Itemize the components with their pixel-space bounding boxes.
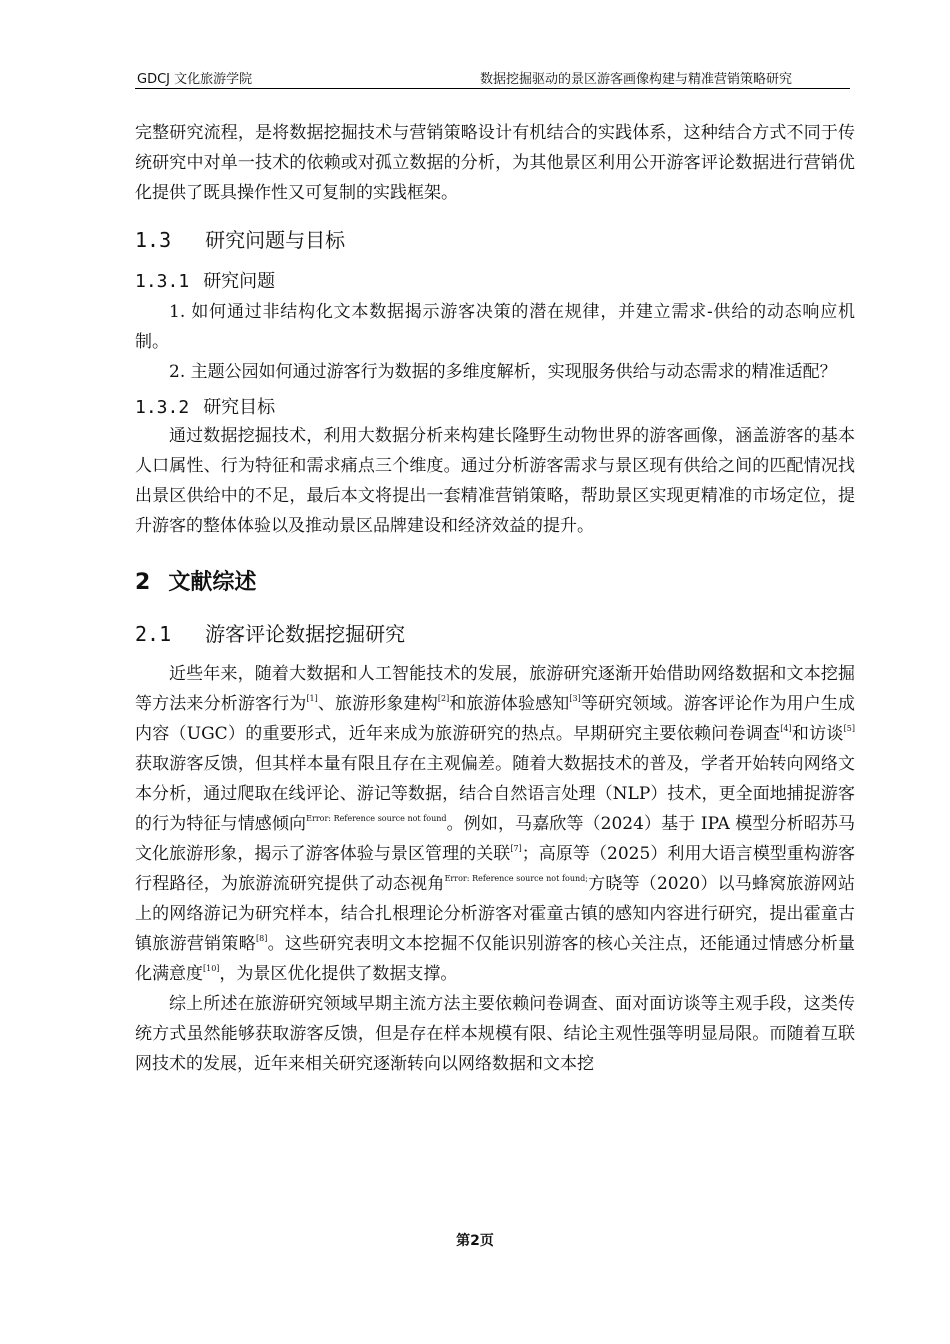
section-number: 1.3.2: [135, 397, 190, 418]
section-title: 研究目标: [203, 397, 276, 418]
citation-2: [2]: [437, 694, 450, 703]
section-1-3-heading: [135, 224, 855, 253]
paragraph-intro: 完整研究流程，是将数据挖掘技术与营销策略设计有机结合的实践体系，这种结合方式不同于传统研究中对单一技术的依赖或对孤立数据的分析，为其他景区利用公开游客评论数据进行营销优化提供了既具操作性又可复制的实践框架。: [135, 123, 855, 203]
section-2-1-heading: [135, 618, 855, 647]
chapter-number: 2: [135, 570, 151, 595]
section-1-3-2-heading: [135, 393, 855, 419]
chapter-2-heading: [135, 565, 855, 596]
text-run: 和旅游体验感知: [449, 694, 570, 714]
text-run: 。这些研究表明文本挖掘不仅能识别游客的核心关注点，还能通过情感分析量化满意度: [135, 934, 856, 984]
section-number: 1.3: [135, 228, 172, 252]
text-run: 近些年来，随着大数据和人工智能技术的发展，旅游研究逐渐开始借助网络数据和文本挖掘等方法来分析游客行为: [135, 664, 855, 714]
research-question-2: 2. 主题公园如何通过游客行为数据的多维度解析，实现服务供给与动态需求的精准适配？: [169, 362, 837, 382]
text-run: 获取游客反馈，但其样本量有限且存在主观偏差。随着大数据技术的普及，学者开始转向网络文本分析，通过爬取在线评论、游记等数据，结合自然语言处理（NLP）技术，更全面地捕捉游客的行为特征与情感倾向: [135, 754, 855, 834]
research-question-1: 1. 如何通过非结构化文本数据揭示游客决策的潜在规律，并建立需求-供给的动态响应机制。: [135, 302, 855, 352]
section-title: 研究问题: [203, 271, 276, 292]
text-run: 方晓等（2020）以马蜂窝旅游网站上的网络游记为研究样本，结合扎根理论分析游客对霍童古镇的感知内容进行研究，提出霍童古镇旅游营销策略: [135, 874, 855, 954]
citation-8: [8]: [256, 934, 268, 943]
section-number: 2.1: [135, 622, 172, 646]
text-run: 。例如，马嘉欣等（2024）基于 IPA 模型分析昭苏马文化旅游形象，揭示了游客体验与景区管理的关联: [135, 814, 856, 864]
page-header: [135, 64, 850, 89]
header-school: GDCJ 文化旅游学院: [137, 72, 253, 87]
text-run: 、旅游形象建构: [317, 694, 438, 714]
section-title: 游客评论数据挖掘研究: [205, 622, 406, 646]
text-run: 和访谈: [791, 724, 844, 744]
section-title: 研究问题与目标: [205, 228, 346, 252]
page-content: [135, 118, 855, 1079]
text-run: ，为景区优化提供了数据支撑。: [219, 964, 458, 984]
research-goal-paragraph: 通过数据挖掘技术，利用大数据分析来构建长隆野生动物世界的游客画像，涵盖游客的基本人口属性、行为特征和需求痛点三个维度。通过分析游客需求与景区现有供给之间的匹配情况找出景区供给中的不足，最后本文将提出一套精准营销策略，帮助景区实现更精准的市场定位，提升游客的整体体验以及推动景区品牌建设和经济效益的提升。: [135, 426, 855, 536]
citation-5: [5]: [843, 724, 855, 733]
citation-4: [4]: [780, 724, 792, 733]
text-run: ；高原等（2025）利用大语言模型重构游客行程路径，为旅游流研究提供了动态视角: [135, 844, 856, 894]
header-thesis-title: 数据挖掘驱动的景区游客画像构建与精准营销策略研究: [479, 72, 792, 87]
literature-paragraph: [135, 659, 855, 989]
reference-error-2: Error: Reference source not found;: [444, 874, 588, 883]
citation-10: [10]: [203, 964, 220, 973]
chapter-title: 文献综述: [168, 570, 257, 595]
citation-3: [3]: [569, 694, 581, 703]
reference-error-1: Error: Reference source not found: [306, 814, 447, 823]
page-number: 第2页: [456, 1233, 494, 1249]
section-number: 1.3.1: [135, 271, 190, 292]
citation-7: [7]: [510, 844, 522, 853]
text-run: 等研究领域。游客评论作为用户生成内容（UGC）的重要形式，近年来成为旅游研究的热点。早期研究主要依赖问卷调查: [135, 694, 856, 744]
citation-1: [1]: [306, 694, 318, 703]
section-1-3-1-heading: [135, 267, 855, 293]
summary-paragraph: 综上所述在旅游研究领域早期主流方法主要依赖问卷调查、面对面访谈等主观手段，这类传统方式虽然能够获取游客反馈，但是存在样本规模有限、结论主观性强等明显局限。而随着互联网技术的发展，近年来相关研究逐渐转向以网络数据和文本挖: [135, 994, 855, 1074]
